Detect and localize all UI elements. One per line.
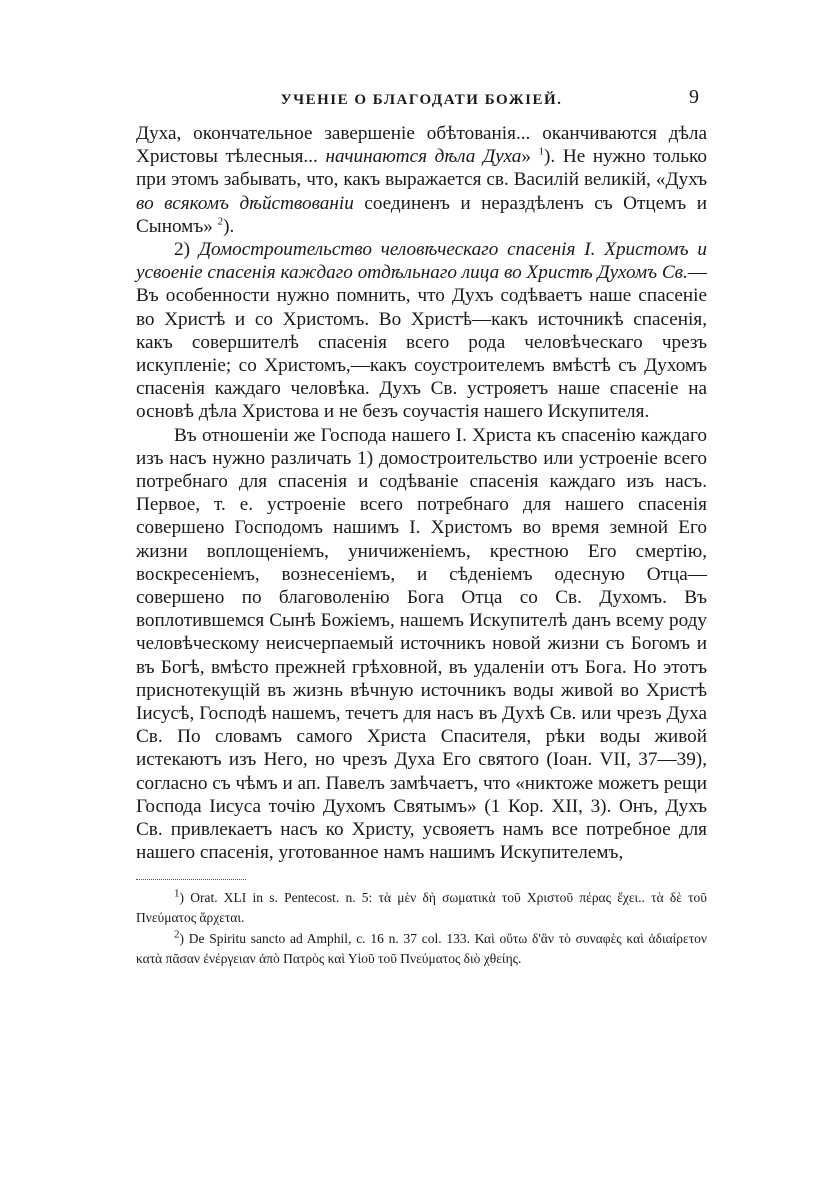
footnote-1-text: ) Orat. XLI in s. Pentecost. n. 5: τὰ μὲν δὴ σωματικὰ τοῦ Χριστοῦ πέρας ἔχει.. τὰ δὲ τοῦ Πνεύματος ἄρχεται. xyxy=(136,889,707,925)
paragraph-1 xyxy=(136,122,707,238)
paragraph-1-text-b: » xyxy=(521,146,539,168)
footnote-2-text: ) De Spiritu sancto ad Amphil, c. 16 n. 37 col. 133. Καὶ οὕτω δ'ἂν τὸ συναφὲς καὶ ἀδιαίρετον κατὰ πᾶσαν ἐνέργειαν ἀπὸ Πατρὸς καὶ Υἱοῦ τοῦ Πνεύματος διὸ χθείης. xyxy=(136,930,707,966)
footnote-divider xyxy=(136,879,246,888)
footnote-2-mark: 2 xyxy=(174,928,180,940)
paragraph-1-text-c: ). Не нужно только при этомъ забывать, что, какъ выражается св. Василій великій, «Духъ xyxy=(136,146,707,191)
paragraph-2-text: —Въ особенности нужно помнить, что Духъ содѣваетъ наше спасеніе во Христѣ и со Христомъ. Во Христѣ—какъ источникѣ спасенія, какъ совершителѣ спасенія всего рода человѣческаго чрезъ искупленіе; со Христомъ,—какъ соустроителемъ вмѣстѣ съ Духомъ спасенія каждаго человѣка. Духъ Св. устрояетъ наше спасеніе на основѣ дѣла Христова и не безъ соучастія нашего Искупителя. xyxy=(136,262,707,423)
running-title: УЧЕНІЕ О БЛАГОДАТИ БОЖІЕЙ. xyxy=(280,92,563,108)
footnote-ref-2: 2 xyxy=(217,215,224,228)
page-number: 9 xyxy=(689,86,699,108)
paragraph-1-text-e: ). xyxy=(223,215,235,237)
body-text xyxy=(136,122,707,865)
paragraph-1-text-a: Духа, окончательное завершеніе обѣтованія... оканчиваются дѣла Христовы тѣлесныя... xyxy=(136,123,707,168)
footnotes xyxy=(136,888,707,970)
page-header xyxy=(136,84,707,114)
footnote-2 xyxy=(136,929,707,970)
footnote-1 xyxy=(136,888,707,929)
paragraph-1-italic-a: начинаются дѣла Духа xyxy=(325,146,522,168)
paragraph-2-heading: Домостроительство человѣческаго спасенія І. Христомъ и усвоеніе спасенія каждаго отдѣльнаго лица во Христѣ Духомъ Св. xyxy=(136,239,707,284)
paragraph-1-italic-b: во всякомъ дѣйствованіи xyxy=(136,192,354,214)
book-page xyxy=(136,84,707,970)
paragraph-3: Въ отношеніи же Господа нашего І. Христа къ спасенію каждаго изъ насъ нужно различать 1) домостроительство или устроеніе всего потребнаго для спасенія и содѣваніе спасенія каждаго изъ насъ. Первое, т. е. устроеніе всего потребнаго для нашего спасенія совершено Господомъ нашимъ І. Христомъ во время земной Его жизни воплощеніемъ, уничиженіемъ, крестною Его смертію, воскресеніемъ, вознесеніемъ, и сѣденіемъ одесную Отца—совершено по благоволенію Бога Отца со Св. Духомъ. Въ воплотившемся Сынѣ Божіемъ, нашемъ Искупителѣ данъ всему роду человѣческому неисчерпаемый источникъ новой жизни съ Богомъ и въ Богѣ, вмѣсто прежней грѣховной, въ удаленіи отъ Бога. Но этотъ приснотекущій въ жизнь вѣчную источникъ воды живой во Христѣ Іисусѣ, Господѣ нашемъ, течетъ для насъ въ Духѣ Св. или чрезъ Духа Св. По словамъ самого Христа Спасителя, рѣки воды живой истекаютъ изъ Него, но чрезъ Духа Его святого (Іоан. VII, 37—39), согласно съ чѣмъ и ап. Павелъ замѣчаетъ, что «никтоже можетъ рещи Господа Іисуса точію Духомъ Святымъ» (1 Кор. XII, 3). Онъ, Духъ Св. привлекаетъ насъ ко Христу, усвояетъ намъ все потребное для нашего спасенія, уготованное намъ нашимъ Искупителемъ, xyxy=(136,424,707,864)
footnote-1-mark: 1 xyxy=(174,887,180,899)
paragraph-2-number: 2) xyxy=(174,239,199,261)
paragraph-1-text-d: соединенъ и нераздѣленъ съ Отцемъ и Сыномъ» xyxy=(136,192,707,237)
footnote-ref-1: 1 xyxy=(538,145,545,158)
paragraph-2 xyxy=(136,238,707,424)
